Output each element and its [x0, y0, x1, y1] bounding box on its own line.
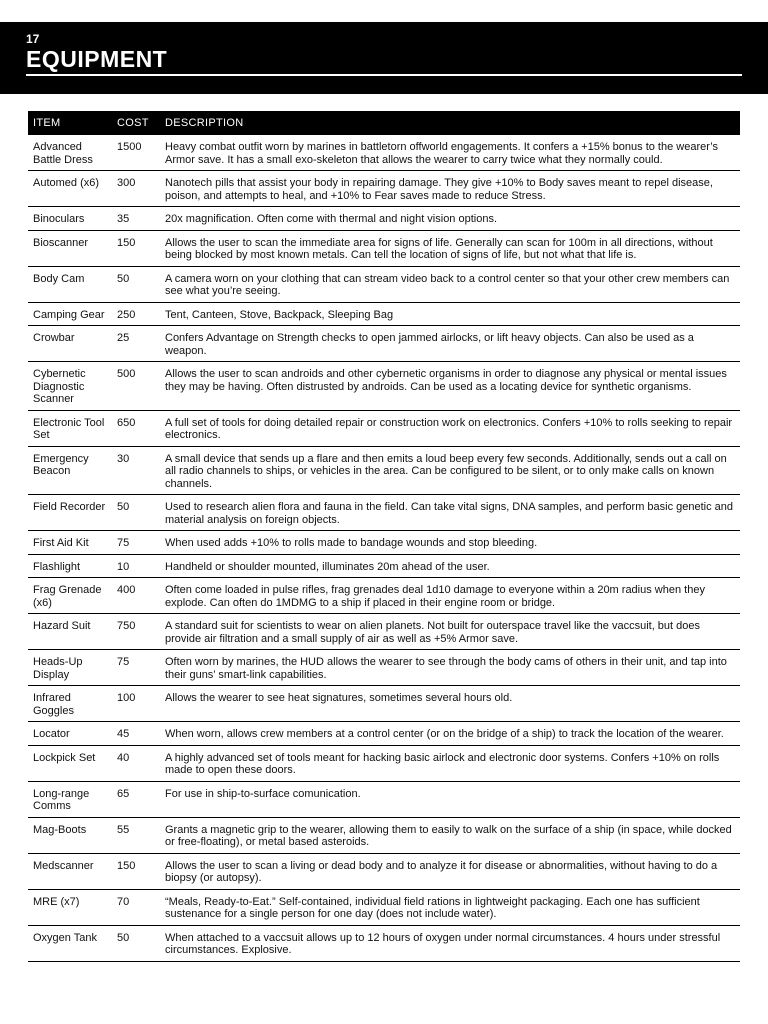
item-name-cell: Automed (x6) — [28, 171, 112, 207]
table-row — [28, 171, 740, 207]
item-cost-cell: 10 — [112, 554, 160, 578]
table-row — [28, 745, 740, 781]
item-cost-cell: 50 — [112, 266, 160, 302]
item-cost-cell: 75 — [112, 650, 160, 686]
item-cost-cell: 40 — [112, 745, 160, 781]
item-description-cell: When used adds +10% to rolls made to bandage wounds and stop bleeding. — [160, 531, 740, 555]
item-name-cell: Field Recorder — [28, 495, 112, 531]
item-description-cell: A camera worn on your clothing that can stream video back to a control center so that your other crew members can see what you’re seeing. — [160, 266, 740, 302]
item-cost-cell: 45 — [112, 722, 160, 746]
table-header-row — [28, 111, 740, 135]
table-body — [28, 135, 740, 961]
item-description-cell: A small device that sends up a flare and then emits a loud beep every few seconds. Additionally, sends out a call on all radio channels to ships, or vehicles in the area. Can be configured to be silent, or to only make calls on known channels. — [160, 446, 740, 495]
item-cost-cell: 70 — [112, 889, 160, 925]
page-number: 17 — [26, 32, 40, 46]
table-row — [28, 722, 740, 746]
table-row — [28, 781, 740, 817]
item-description-cell: For use in ship-to-surface comunication. — [160, 781, 740, 817]
item-name-cell: Hazard Suit — [28, 614, 112, 650]
item-name-cell: Emergency Beacon — [28, 446, 112, 495]
item-description-cell: A full set of tools for doing detailed repair or construction work on electronics. Confers +10% to rolls seeking to repair electronics. — [160, 410, 740, 446]
item-cost-cell: 25 — [112, 326, 160, 362]
item-cost-cell: 30 — [112, 446, 160, 495]
item-cost-cell: 300 — [112, 171, 160, 207]
header-divider — [26, 74, 742, 76]
item-description-cell: Heavy combat outfit worn by marines in battletorn offworld engagements. It confers a +15% bonus to the wearer’s Armor save. It has a small exo-skeleton that allows the wearer to carry twice what they normally could. — [160, 135, 740, 171]
item-cost-cell: 400 — [112, 578, 160, 614]
item-name-cell: Heads-Up Display — [28, 650, 112, 686]
table-row — [28, 302, 740, 326]
item-cost-cell: 150 — [112, 853, 160, 889]
item-description-cell: Nanotech pills that assist your body in repairing damage. They give +10% to Body saves meant to repel disease, poison, and attempts to heal, and +10% to Fear saves made to reduce Stress. — [160, 171, 740, 207]
item-cost-cell: 750 — [112, 614, 160, 650]
item-description-cell: A highly advanced set of tools meant for hacking basic airlock and electronic door systems. Confers +10% on rolls made to open these doors. — [160, 745, 740, 781]
column-header-description: DESCRIPTION — [160, 111, 740, 135]
table-row — [28, 446, 740, 495]
item-description-cell: A standard suit for scientists to wear on alien planets. Not built for outerspace travel like the vaccsuit, but does provide air filtration and a small supply of air as well as +5% Armor save. — [160, 614, 740, 650]
item-name-cell: Body Cam — [28, 266, 112, 302]
column-header-item: ITEM — [28, 111, 112, 135]
table-row — [28, 362, 740, 411]
item-cost-cell: 500 — [112, 362, 160, 411]
item-description-cell: Used to research alien flora and fauna in the field. Can take vital signs, DNA samples, and perform basic genetic and material analysis on foreign objects. — [160, 495, 740, 531]
table-row — [28, 531, 740, 555]
table-row — [28, 410, 740, 446]
table-row — [28, 266, 740, 302]
table-row — [28, 207, 740, 231]
item-name-cell: Cybernetic Diagnostic Scanner — [28, 362, 112, 411]
item-name-cell: Crowbar — [28, 326, 112, 362]
item-description-cell: Confers Advantage on Strength checks to open jammed airlocks, or lift heavy objects. Can also be used as a weapon. — [160, 326, 740, 362]
equipment-table — [28, 111, 740, 962]
table-row — [28, 230, 740, 266]
item-cost-cell: 50 — [112, 925, 160, 961]
item-cost-cell: 35 — [112, 207, 160, 231]
item-description-cell: Handheld or shoulder mounted, illuminates 20m ahead of the user. — [160, 554, 740, 578]
item-description-cell: Often worn by marines, the HUD allows the wearer to see through the body cams of others in their unit, and tap into their guns’ smart-link capabilities. — [160, 650, 740, 686]
item-cost-cell: 65 — [112, 781, 160, 817]
item-cost-cell: 1500 — [112, 135, 160, 171]
table-row — [28, 135, 740, 171]
item-cost-cell: 55 — [112, 817, 160, 853]
item-name-cell: Oxygen Tank — [28, 925, 112, 961]
table-row — [28, 578, 740, 614]
item-name-cell: Lockpick Set — [28, 745, 112, 781]
item-description-cell: When worn, allows crew members at a control center (or on the bridge of a ship) to track the location of the wearer. — [160, 722, 740, 746]
item-cost-cell: 75 — [112, 531, 160, 555]
table-row — [28, 650, 740, 686]
item-description-cell: When attached to a vaccsuit allows up to 12 hours of oxygen under normal circumstances. 4 hours under stressful circumstances. Explosive. — [160, 925, 740, 961]
table-row — [28, 925, 740, 961]
item-name-cell: Advanced Battle Dress — [28, 135, 112, 171]
table-row — [28, 614, 740, 650]
item-description-cell: 20x magnification. Often come with thermal and night vision options. — [160, 207, 740, 231]
item-name-cell: Mag-Boots — [28, 817, 112, 853]
item-name-cell: Flashlight — [28, 554, 112, 578]
item-cost-cell: 150 — [112, 230, 160, 266]
item-name-cell: Frag Grenade (x6) — [28, 578, 112, 614]
item-cost-cell: 250 — [112, 302, 160, 326]
item-cost-cell: 650 — [112, 410, 160, 446]
item-description-cell: Tent, Canteen, Stove, Backpack, Sleeping Bag — [160, 302, 740, 326]
item-cost-cell: 100 — [112, 686, 160, 722]
table-row — [28, 889, 740, 925]
item-description-cell: Allows the user to scan androids and other cybernetic organisms in order to diagnose any physical or mental issues they may be having. Often distrusted by androids. Can be used as a locating device for synthetic organisms. — [160, 362, 740, 411]
item-name-cell: MRE (x7) — [28, 889, 112, 925]
item-name-cell: Camping Gear — [28, 302, 112, 326]
table-row — [28, 817, 740, 853]
item-description-cell: Allows the user to scan the immediate area for signs of life. Generally can scan for 100m in all directions, without being blocked by most known metals. Can tell the location of signs of life, but not what that life is. — [160, 230, 740, 266]
column-header-cost: COST — [112, 111, 160, 135]
item-description-cell: Often come loaded in pulse rifles, frag grenades deal 1d10 damage to everyone within a 20m radius when they explode. Can often do 1MDMG to a ship if placed in their engine room or bridge. — [160, 578, 740, 614]
table-row — [28, 853, 740, 889]
table-row — [28, 686, 740, 722]
item-description-cell: Allows the user to scan a living or dead body and to analyze it for disease or abnormalities, without having to do a biopsy (or autopsy). — [160, 853, 740, 889]
item-name-cell: Infrared Goggles — [28, 686, 112, 722]
item-name-cell: First Aid Kit — [28, 531, 112, 555]
item-description-cell: Grants a magnetic grip to the wearer, allowing them to easily to walk on the surface of a ship (in space, while docked or free-floating), or metal based asteroids. — [160, 817, 740, 853]
item-description-cell: “Meals, Ready-to-Eat.” Self-contained, individual field rations in lightweight packaging. Each one has sufficient sustenance for a single person for one day (does not include water). — [160, 889, 740, 925]
item-name-cell: Locator — [28, 722, 112, 746]
table-row — [28, 326, 740, 362]
table-row — [28, 495, 740, 531]
item-name-cell: Electronic Tool Set — [28, 410, 112, 446]
item-name-cell: Bioscanner — [28, 230, 112, 266]
page-header — [0, 22, 768, 94]
item-name-cell: Binoculars — [28, 207, 112, 231]
item-cost-cell: 50 — [112, 495, 160, 531]
item-name-cell: Long-range Comms — [28, 781, 112, 817]
item-description-cell: Allows the wearer to see heat signatures, sometimes several hours old. — [160, 686, 740, 722]
table-row — [28, 554, 740, 578]
item-name-cell: Medscanner — [28, 853, 112, 889]
page-title: EQUIPMENT — [26, 46, 168, 72]
